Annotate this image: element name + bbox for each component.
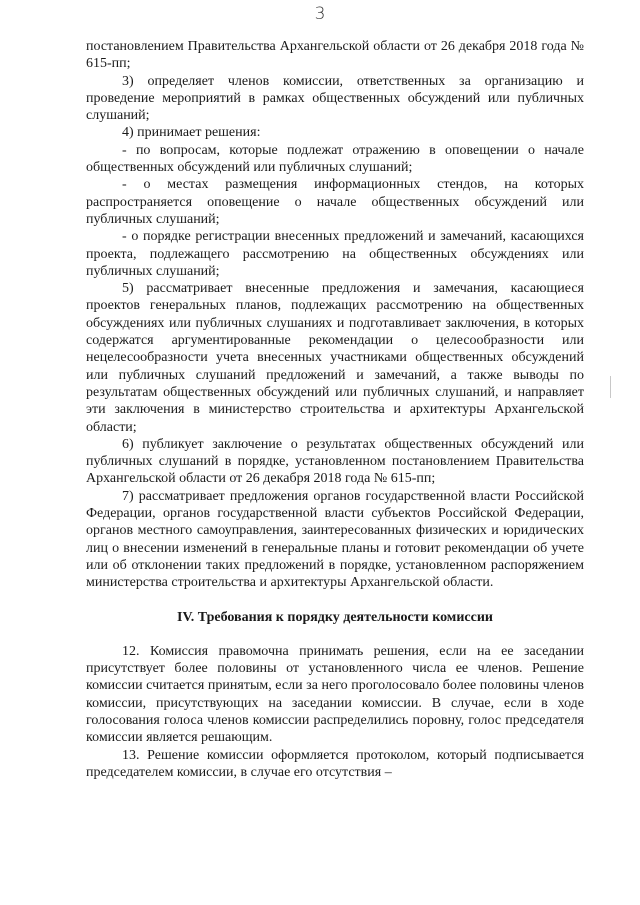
spacer <box>86 592 584 609</box>
spacer <box>86 626 584 643</box>
paragraph-subitem-registration: - о порядке регистрации внесенных предложений и замечаний, касающихся проекта, подлежащего рассмотрению на общественных обсуждениях или публичных слушаний; <box>86 229 584 279</box>
section-heading: IV. Требования к порядку деятельности комиссии <box>177 609 493 625</box>
paragraph-item-4: 4) принимает решения: <box>122 125 261 141</box>
paragraph-clause-13: 13. Решение комиссии оформляется протоколом, который подписывается председателем комиссии, в случае его отсутствия – <box>86 747 584 780</box>
document-body <box>86 38 584 781</box>
paragraph-continuation: постановлением Правительства Архангельской области от 26 декабря 2018 года № 615-пп; <box>86 39 584 72</box>
paragraph-subitem-notice: - по вопросам, которые подлежат отражению в оповещении о начале общественных обсуждений или публичных слушаний; <box>86 142 584 176</box>
paragraph-item-7: 7) рассматривает предложения органов государственной власти Российской Федерации, органов государственной власти субъектов Российской Федерации, органов местного самоуправления, заинтересованных физических и юридических лиц о внесении изменений в генеральные планы и готовит рекомендации об учете или об отклонении таких предложений в порядке, установленном распоряжением министерства строительства и архитектуры Архангельской области. <box>86 488 584 591</box>
paragraph-clause-12: 12. Комиссия правомочна принимать решения, если на ее заседании присутствует более половины от установленного числа ее членов. Решение комиссии считается принятым, если за него проголосовало более половины членов комиссии, присутствующих на заседании комиссии. В случае, если в ходе голосования голоса членов комиссии распределились поровну, голос председателя комиссии является решающим. <box>86 643 584 746</box>
paragraph-subitem-stands: - о местах размещения информационных стендов, на которых распространяется оповещение о начале общественных обсуждений или публичных слушаний; <box>86 177 584 227</box>
paragraph-item-5: 5) рассматривает внесенные предложения и замечания, касающиеся проектов генеральных планов, подлежащих рассмотрению на общественных обсуждениях или публичных слушаниях и подготавливает заключения, в которых содержатся аргументированные рекомендации о целесообразности или нецелесообразности учета внесенных участниками общественных обсуждений или публичных слушаний предложений и замечаний, а также выводы по результатам общественных обсуждений или публичных слушаний, и направляет эти заключения в министерство строительства и архитектуры Архангельской области; <box>86 281 584 435</box>
paragraph-item-3: 3) определяет членов комиссии, ответственных за организацию и проведение мероприятий в рамках общественных обсуждений или публичных слушаний; <box>86 73 584 124</box>
paragraph-item-6: 6) публикует заключение о результатах общественных обсуждений или публичных слушаний в порядке, установленном постановлением Правительства Архангельской области от 26 декабря 2018 года № 615-пп; <box>86 436 584 487</box>
page-number: 3 <box>314 4 326 24</box>
scan-margin-mark <box>610 376 611 398</box>
